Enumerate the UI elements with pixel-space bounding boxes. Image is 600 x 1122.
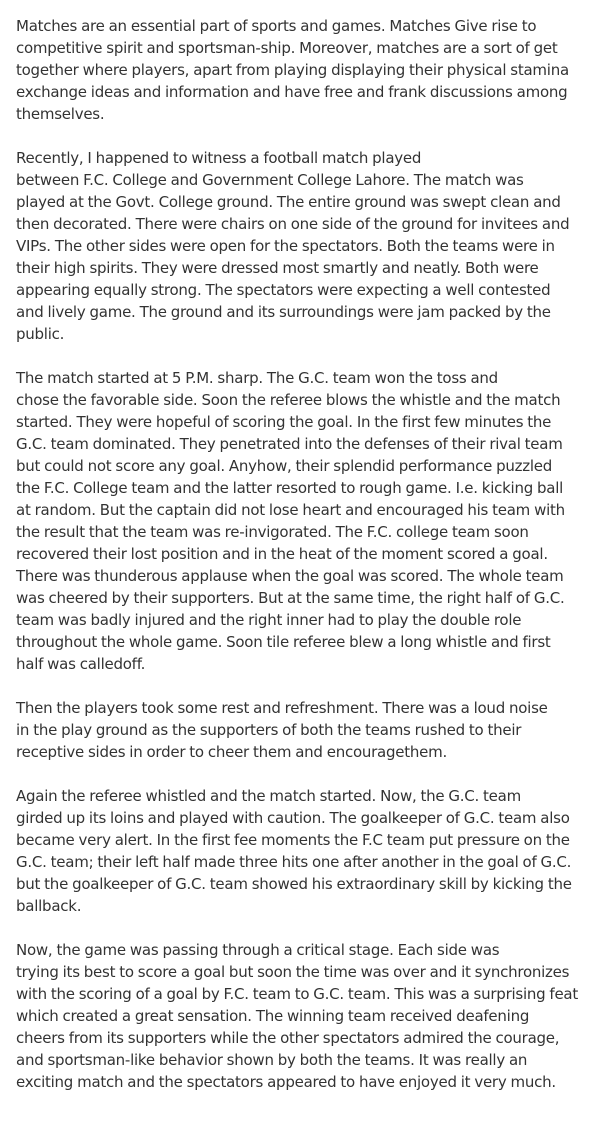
text-line: ballback. (16, 897, 82, 915)
text-line: in the play ground as the supporters of both the teams rushed to their (16, 721, 522, 739)
text-line: was cheered by their supporters. But at the same time, the right half of G.C. (16, 589, 565, 607)
text-line: and lively game. The ground and its surroundings were jam packed by the (16, 303, 551, 321)
text-line: G.C. team; their left half made three hits one after another in the goal of G.C. (16, 853, 572, 871)
essay-paragraph-6 (16, 939, 586, 1093)
essay-paragraph-4 (16, 697, 586, 763)
text-line: at random. But the captain did not lose heart and encouraged his team with (16, 501, 565, 519)
text-line: receptive sides in order to cheer them and encouragethem. (16, 743, 447, 761)
text-line: the F.C. College team and the latter resorted to rough game. I.e. kicking ball (16, 479, 564, 497)
text-line: throughout the whole game. Soon tile referee blew a long whistle and first (16, 633, 551, 651)
text-line: VIPs. The other sides were open for the spectators. Both the teams were in (16, 237, 555, 255)
text-line: Now, the game was passing through a critical stage. Each side was (16, 941, 500, 959)
text-line: which created a great sensation. The winning team received deafening (16, 1007, 530, 1025)
text-line: played at the Govt. College ground. The entire ground was swept clean and (16, 193, 561, 211)
text-line: became very alert. In the first fee moments the F.C team put pressure on the (16, 831, 570, 849)
text-line: exciting match and the spectators appeared to have enjoyed it very much. (16, 1073, 556, 1091)
text-line: competitive spirit and sportsman-ship. Moreover, matches are a sort of get (16, 39, 558, 57)
text-line: and sportsman-like behavior shown by both the teams. It was really an (16, 1051, 528, 1069)
text-line: together where players, apart from playing displaying their physical stamina (16, 61, 569, 79)
text-line: girded up its loins and played with caution. The goalkeeper of G.C. team also (16, 809, 570, 827)
text-line: exchange ideas and information and have free and frank discussions among (16, 83, 568, 101)
text-line: then decorated. There were chairs on one side of the ground for invitees and (16, 215, 570, 233)
essay-paragraph-1 (16, 15, 586, 125)
text-line: There was thunderous applause when the goal was scored. The whole team (16, 567, 564, 585)
text-line: the result that the team was re-invigorated. The F.C. college team soon (16, 523, 529, 541)
text-line: Matches are an essential part of sports and games. Matches Give rise to (16, 17, 537, 35)
text-line: between F.C. College and Government College Lahore. The match was (16, 171, 524, 189)
text-line: recovered their lost position and in the heat of the moment scored a goal. (16, 545, 548, 563)
text-line: but could not score any goal. Anyhow, their splendid performance puzzled (16, 457, 553, 475)
text-line: themselves. (16, 105, 105, 123)
text-line: team was badly injured and the right inner had to play the double role (16, 611, 522, 629)
text-line: trying its best to score a goal but soon the time was over and it synchronizes (16, 963, 570, 981)
text-line: Again the referee whistled and the match started. Now, the G.C. team (16, 787, 521, 805)
text-line: but the goalkeeper of G.C. team showed his extraordinary skill by kicking the (16, 875, 572, 893)
text-line: The match started at 5 P.M. sharp. The G.C. team won the toss and (16, 369, 498, 387)
text-line: half was calledoff. (16, 655, 146, 673)
text-line: appearing equally strong. The spectators were expecting a well contested (16, 281, 551, 299)
text-line: G.C. team dominated. They penetrated into the defenses of their rival team (16, 435, 563, 453)
text-line: Then the players took some rest and refreshment. There was a loud noise (16, 699, 548, 717)
essay-paragraph-5 (16, 785, 586, 917)
text-line: public. (16, 325, 65, 343)
essay-paragraph-3 (16, 367, 586, 675)
text-line: started. They were hopeful of scoring the goal. In the first few minutes the (16, 413, 552, 431)
text-line: their high spirits. They were dressed most smartly and neatly. Both were (16, 259, 539, 277)
text-line: chose the favorable side. Soon the referee blows the whistle and the match (16, 391, 561, 409)
text-line: cheers from its supporters while the other spectators admired the courage, (16, 1029, 560, 1047)
essay-body (16, 15, 586, 1093)
essay-paragraph-2 (16, 147, 586, 345)
text-line: Recently, I happened to witness a football match played (16, 149, 422, 167)
text-line: with the scoring of a goal by F.C. team to G.C. team. This was a surprising feat (16, 985, 579, 1003)
